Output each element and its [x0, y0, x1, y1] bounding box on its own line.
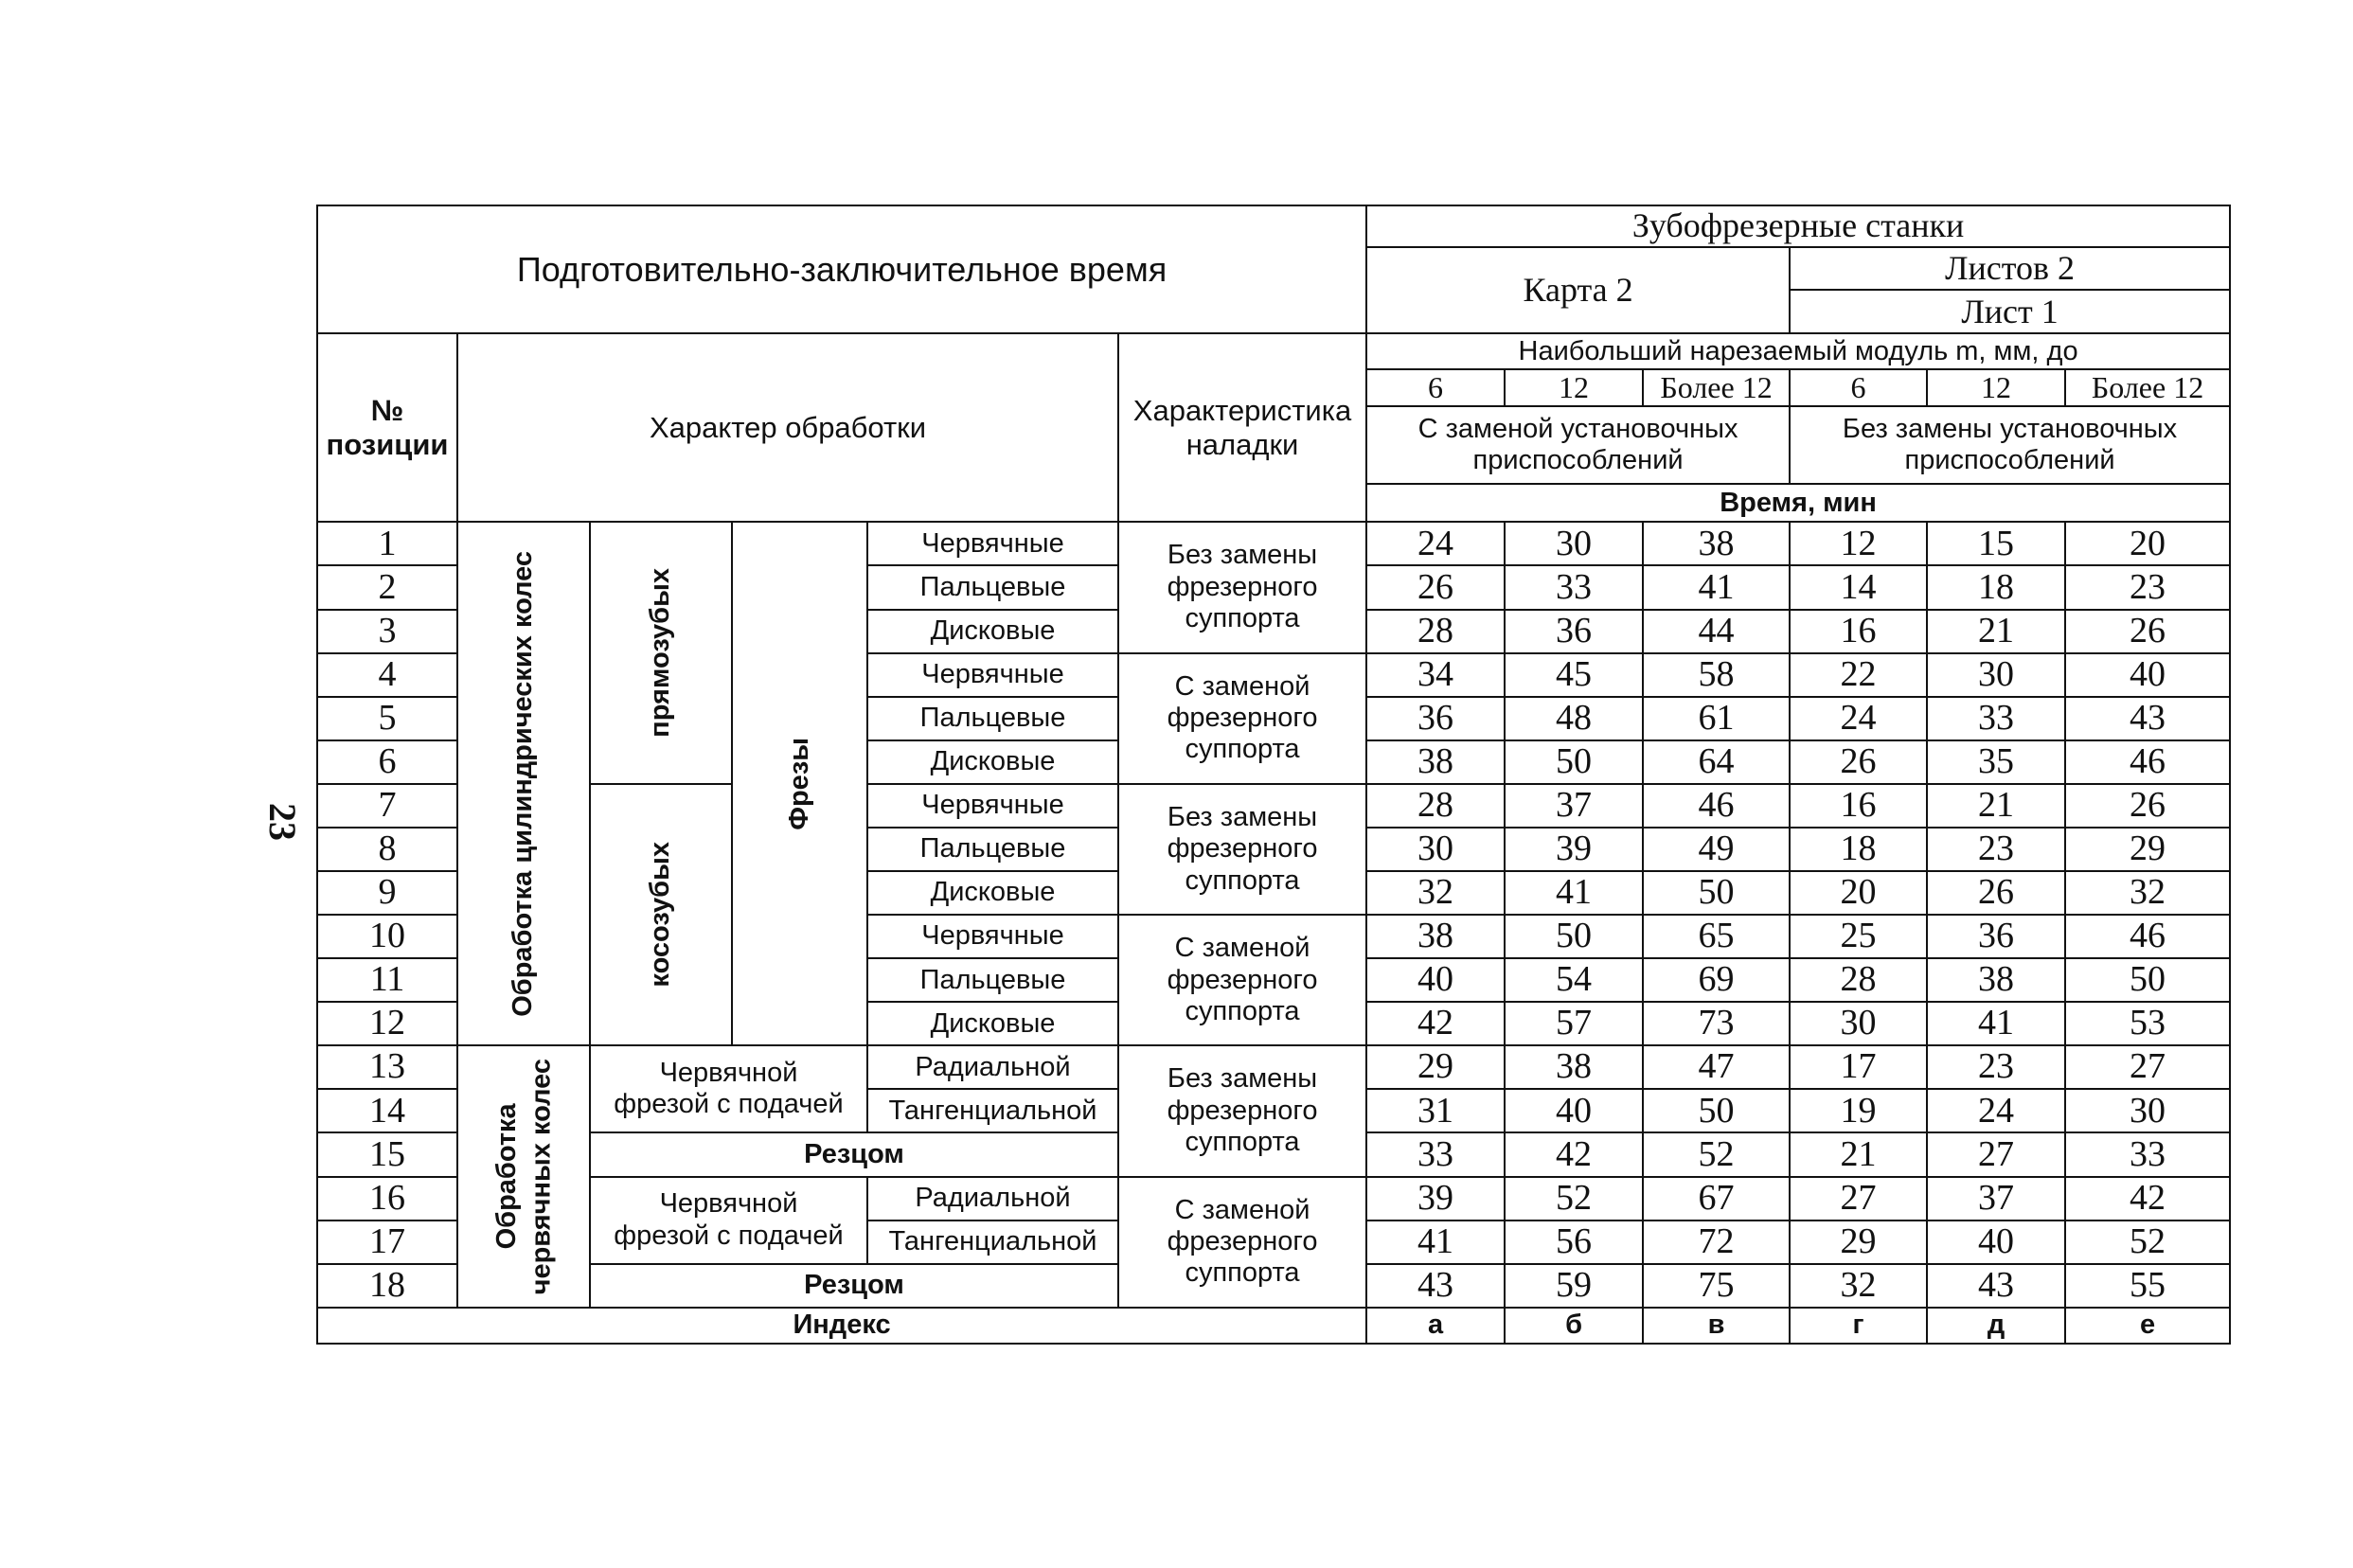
time-cell: 69 — [1643, 958, 1790, 1002]
processing-header: Характер обработки — [457, 333, 1118, 522]
time-cell: 40 — [1505, 1089, 1643, 1132]
module-header: Наибольший нарезаемый модуль m, мм, до — [1366, 333, 2230, 369]
time-cell: 50 — [1643, 871, 1790, 915]
time-cell: 40 — [1927, 1221, 2065, 1264]
time-cell: 21 — [1927, 610, 2065, 653]
time-cell: 36 — [1927, 915, 2065, 958]
time-cell: 36 — [1505, 610, 1643, 653]
card-number: Карта 2 — [1366, 247, 1790, 333]
time-cell: 26 — [2065, 610, 2230, 653]
worm-wheels-group — [457, 1045, 590, 1307]
position-4: 4 — [317, 653, 457, 697]
cutter-label: Резцом — [590, 1132, 1118, 1176]
time-cell: 39 — [1366, 1177, 1505, 1221]
feed-type: Тангенциальной — [867, 1221, 1118, 1264]
time-cell: 38 — [1366, 915, 1505, 958]
position-18: 18 — [317, 1264, 457, 1308]
time-cell: 24 — [1366, 522, 1505, 565]
machine-type: Зубофрезерные станки — [1366, 205, 2230, 247]
time-cell: 42 — [2065, 1177, 2230, 1221]
time-cell: 43 — [1366, 1264, 1505, 1308]
module-col-c: Более 12 — [1643, 369, 1790, 406]
time-cell: 41 — [1643, 565, 1790, 609]
straight-teeth-label: прямозубых — [645, 568, 676, 738]
tool-type: Дисковые — [867, 871, 1118, 915]
time-cell: 46 — [1643, 784, 1790, 828]
position-11: 11 — [317, 958, 457, 1002]
time-cell: 30 — [1927, 653, 2065, 697]
time-cell: 50 — [1505, 915, 1643, 958]
time-cell: 32 — [1790, 1264, 1927, 1308]
tool-type: Пальцевые — [867, 828, 1118, 871]
time-cell: 59 — [1505, 1264, 1643, 1308]
time-cell: 27 — [2065, 1045, 2230, 1089]
time-cell: 46 — [2065, 915, 2230, 958]
setup-no-replace: Без замены фрезерного суппорта — [1118, 522, 1366, 652]
index-cell: б — [1505, 1308, 1643, 1344]
time-cell: 43 — [2065, 697, 2230, 740]
position-header: № позиции — [317, 333, 457, 522]
setup-replace: С заменой фрезерного суппорта — [1118, 653, 1366, 784]
time-cell: 45 — [1505, 653, 1643, 697]
position-10: 10 — [317, 915, 457, 958]
tool-type: Червячные — [867, 784, 1118, 828]
time-cell: 32 — [1366, 871, 1505, 915]
time-cell: 52 — [1643, 1132, 1790, 1176]
index-label: Индекс — [317, 1308, 1366, 1344]
tool-type: Червячные — [867, 915, 1118, 958]
time-cell: 19 — [1790, 1089, 1927, 1132]
time-cell: 15 — [1927, 522, 2065, 565]
time-cell: 24 — [1927, 1089, 2065, 1132]
time-header: Время, мин — [1366, 484, 2230, 522]
position-2: 2 — [317, 565, 457, 609]
time-cell: 40 — [1366, 958, 1505, 1002]
worm-wheels-label: Обработка червячных колес — [490, 1058, 556, 1295]
tool-type: Пальцевые — [867, 697, 1118, 740]
tool-type: Дисковые — [867, 610, 1118, 653]
setup-replace: С заменой фрезерного суппорта — [1118, 1177, 1366, 1308]
sheet-number: Лист 1 — [1790, 290, 2230, 333]
time-cell: 27 — [1790, 1177, 1927, 1221]
time-cell: 50 — [1505, 740, 1643, 784]
time-cell: 49 — [1643, 828, 1790, 871]
time-cell: 16 — [1790, 610, 1927, 653]
tool-type: Червячные — [867, 522, 1118, 565]
time-cell: 52 — [1505, 1177, 1643, 1221]
position-14: 14 — [317, 1089, 457, 1132]
feed-type: Тангенциальной — [867, 1089, 1118, 1132]
time-cell: 46 — [2065, 740, 2230, 784]
time-cell: 33 — [1927, 697, 2065, 740]
time-cell: 56 — [1505, 1221, 1643, 1264]
time-cell: 26 — [1366, 565, 1505, 609]
time-cell: 28 — [1790, 958, 1927, 1002]
time-cell: 57 — [1505, 1002, 1643, 1045]
index-cell: е — [2065, 1308, 2230, 1344]
time-cell: 35 — [1927, 740, 2065, 784]
time-cell: 18 — [1927, 565, 2065, 609]
time-cell: 47 — [1643, 1045, 1790, 1089]
time-cell: 42 — [1366, 1002, 1505, 1045]
time-cell: 48 — [1505, 697, 1643, 740]
time-cell: 36 — [1366, 697, 1505, 740]
module-col-e: 12 — [1927, 369, 2065, 406]
time-cell: 14 — [1790, 565, 1927, 609]
time-cell: 23 — [2065, 565, 2230, 609]
hob-feed-label: Червячной фрезой с подачей — [590, 1177, 867, 1264]
setup-replace: С заменой фрезерного суппорта — [1118, 915, 1366, 1045]
sheets-count: Листов 2 — [1790, 247, 2230, 290]
time-cell: 39 — [1505, 828, 1643, 871]
time-cell: 31 — [1366, 1089, 1505, 1132]
cylindrical-group — [457, 522, 590, 1045]
time-cell: 41 — [1366, 1221, 1505, 1264]
position-8: 8 — [317, 828, 457, 871]
time-cell: 50 — [2065, 958, 2230, 1002]
index-cell: д — [1927, 1308, 2065, 1344]
without-fixture-header: Без замены установочных приспособлений — [1790, 406, 2230, 484]
time-cell: 53 — [2065, 1002, 2230, 1045]
time-cell: 16 — [1790, 784, 1927, 828]
time-cell: 26 — [1927, 871, 2065, 915]
time-cell: 33 — [1366, 1132, 1505, 1176]
time-cell: 29 — [1790, 1221, 1927, 1264]
position-9: 9 — [317, 871, 457, 915]
hob-feed-label: Червячной фрезой с подачей — [590, 1045, 867, 1132]
position-12: 12 — [317, 1002, 457, 1045]
cutters-label: Фрезы — [783, 737, 814, 830]
position-16: 16 — [317, 1177, 457, 1221]
time-cell: 61 — [1643, 697, 1790, 740]
setup-no-replace: Без замены фрезерного суппорта — [1118, 1045, 1366, 1176]
with-fixture-header: С заменой установочных приспособлений — [1366, 406, 1790, 484]
cylindrical-group-label: Обработка цилиндрических колес — [508, 550, 539, 1017]
time-cell: 55 — [2065, 1264, 2230, 1308]
time-cell: 21 — [1927, 784, 2065, 828]
module-col-a: 6 — [1366, 369, 1505, 406]
feed-type: Радиальной — [867, 1045, 1118, 1089]
position-13: 13 — [317, 1045, 457, 1089]
time-cell: 50 — [1643, 1089, 1790, 1132]
time-cell: 73 — [1643, 1002, 1790, 1045]
time-cell: 64 — [1643, 740, 1790, 784]
time-cell: 67 — [1643, 1177, 1790, 1221]
time-cell: 42 — [1505, 1132, 1643, 1176]
time-cell: 44 — [1643, 610, 1790, 653]
module-col-f: Более 12 — [2065, 369, 2230, 406]
helical-teeth-group — [590, 784, 732, 1045]
time-cell: 32 — [2065, 871, 2230, 915]
tool-type: Пальцевые — [867, 565, 1118, 609]
module-col-b: 12 — [1505, 369, 1643, 406]
time-cell: 41 — [1505, 871, 1643, 915]
time-cell: 72 — [1643, 1221, 1790, 1264]
feed-type: Радиальной — [867, 1177, 1118, 1221]
time-cell: 37 — [1505, 784, 1643, 828]
time-cell: 22 — [1790, 653, 1927, 697]
index-cell: а — [1366, 1308, 1505, 1344]
time-cell: 20 — [2065, 522, 2230, 565]
setup-header: Характеристика наладки — [1118, 333, 1366, 522]
tool-type: Пальцевые — [867, 958, 1118, 1002]
time-cell: 28 — [1366, 610, 1505, 653]
time-cell: 27 — [1927, 1132, 2065, 1176]
time-cell: 41 — [1927, 1002, 2065, 1045]
time-cell: 23 — [1927, 828, 2065, 871]
time-cell: 18 — [1790, 828, 1927, 871]
time-cell: 58 — [1643, 653, 1790, 697]
norm-card-table — [316, 205, 2231, 1345]
tool-type: Червячные — [867, 653, 1118, 697]
time-cell: 30 — [1505, 522, 1643, 565]
time-cell: 20 — [1790, 871, 1927, 915]
time-cell: 24 — [1790, 697, 1927, 740]
card-title: Подготовительно-заключительное время — [317, 205, 1366, 333]
time-cell: 23 — [1927, 1045, 2065, 1089]
time-cell: 12 — [1790, 522, 1927, 565]
time-cell: 34 — [1366, 653, 1505, 697]
time-cell: 17 — [1790, 1045, 1927, 1089]
time-cell: 38 — [1366, 740, 1505, 784]
time-cell: 30 — [1790, 1002, 1927, 1045]
time-cell: 43 — [1927, 1264, 2065, 1308]
time-cell: 38 — [1643, 522, 1790, 565]
time-cell: 33 — [2065, 1132, 2230, 1176]
time-cell: 25 — [1790, 915, 1927, 958]
time-cell: 33 — [1505, 565, 1643, 609]
time-cell: 54 — [1505, 958, 1643, 1002]
tool-type: Дисковые — [867, 740, 1118, 784]
time-cell: 29 — [1366, 1045, 1505, 1089]
time-cell: 28 — [1366, 784, 1505, 828]
time-cell: 52 — [2065, 1221, 2230, 1264]
setup-no-replace: Без замены фрезерного суппорта — [1118, 784, 1366, 915]
cutters-group — [732, 522, 867, 1045]
tool-type: Дисковые — [867, 1002, 1118, 1045]
time-cell: 30 — [1366, 828, 1505, 871]
index-cell: г — [1790, 1308, 1927, 1344]
time-cell: 37 — [1927, 1177, 2065, 1221]
position-3: 3 — [317, 610, 457, 653]
page-number: 23 — [261, 803, 304, 841]
time-cell: 38 — [1927, 958, 2065, 1002]
time-cell: 40 — [2065, 653, 2230, 697]
time-cell: 30 — [2065, 1089, 2230, 1132]
index-cell: в — [1643, 1308, 1790, 1344]
module-col-d: 6 — [1790, 369, 1927, 406]
time-cell: 29 — [2065, 828, 2230, 871]
time-cell: 65 — [1643, 915, 1790, 958]
position-17: 17 — [317, 1221, 457, 1264]
position-6: 6 — [317, 740, 457, 784]
time-cell: 21 — [1790, 1132, 1927, 1176]
position-7: 7 — [317, 784, 457, 828]
position-15: 15 — [317, 1132, 457, 1176]
straight-teeth-group — [590, 522, 732, 783]
helical-teeth-label: косозубых — [645, 842, 676, 988]
position-5: 5 — [317, 697, 457, 740]
cutter-label: Резцом — [590, 1264, 1118, 1308]
time-cell: 26 — [1790, 740, 1927, 784]
position-1: 1 — [317, 522, 457, 565]
time-cell: 26 — [2065, 784, 2230, 828]
time-cell: 38 — [1505, 1045, 1643, 1089]
time-cell: 75 — [1643, 1264, 1790, 1308]
